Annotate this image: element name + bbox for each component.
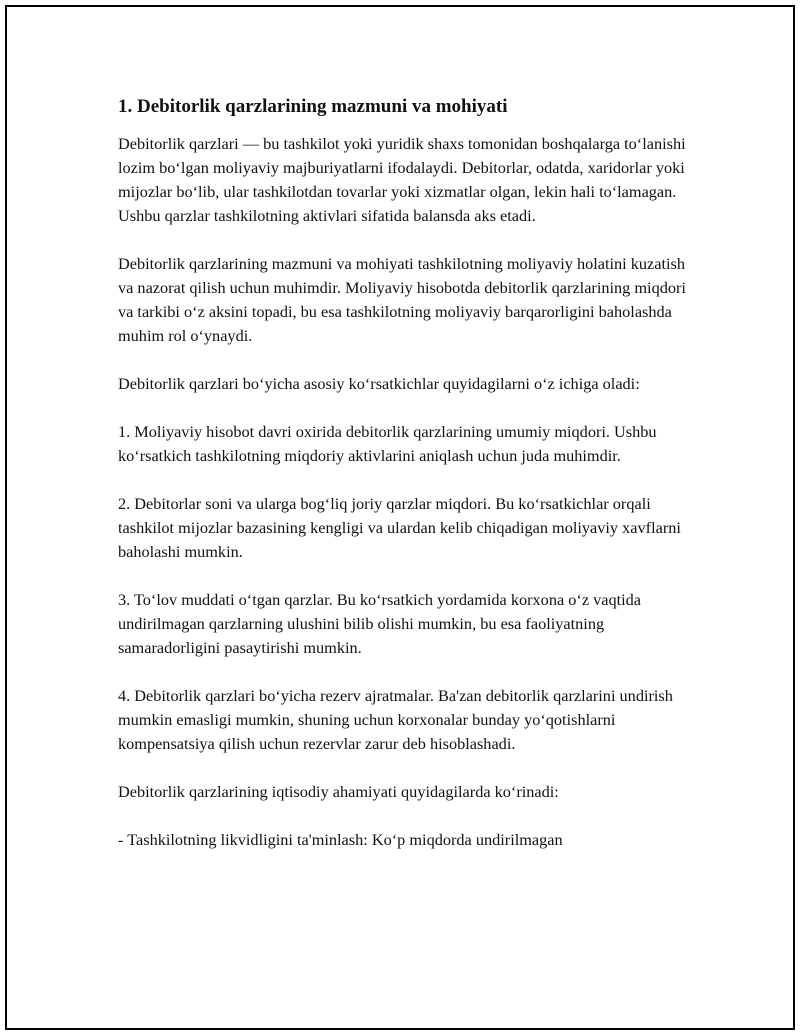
- paragraph-definition: Debitorlik qarzlari — bu tashkilot yoki yuridik shaxs tomonidan boshqalarga to‘lanishi lozim bo‘lgan moliyaviy majburiyatlarni ifodalaydi. Debitorlar, odatda, xaridorlar yoki mijozlar bo‘lib, ular tashkilotdan tovarlar yoki xizmatlar olgan, lekin hali to‘lamagan. Ushbu qarzlar tashkilotning aktivlari sifatida balansda aks etadi.: [118, 134, 686, 225]
- bullet-item-liquidity: - Tashkilotning likvidligini ta'minlash: Ko‘p miqdorda undirilmagan: [118, 830, 563, 849]
- paragraph-importance: Debitorlik qarzlarining mazmuni va mohiyati tashkilotning moliyaviy holatini kuzatish va nazorat qilish uchun muhimdir. Moliyaviy hisobotda debitorlik qarzlarining miqdori va tarkibi o‘z aksini topadi, bu esa tashkilotning moliyaviy barqarorligini baholashda muhim rol o‘ynaydi.: [118, 254, 686, 345]
- list-item-2: 2. Debitorlar soni va ularga bog‘liq joriy qarzlar miqdori. Bu ko‘rsatkichlar orqali tashkilot mijozlar bazasining kengligi va ulardan kelib chiqadigan moliyaviy xavflarni baholashi mumkin.: [118, 494, 681, 561]
- document-body: [118, 94, 693, 876]
- list-item-3: 3. To‘lov muddati o‘tgan qarzlar. Bu ko‘rsatkich yordamida korxona o‘z vaqtida undirilmagan qarzlarning ulushini bilib olishi mumkin, bu esa faoliyatning samaradorligini pasaytirishi mumkin.: [118, 590, 642, 657]
- list-item-4: 4. Debitorlik qarzlari bo‘yicha rezerv ajratmalar. Ba'zan debitorlik qarzlarini undirish mumkin emasligi mumkin, shuning uchun korxonalar bunday yo‘qotishlarni kompensatsiya qilish uchun rezervlar zarur deb hisoblashadi.: [118, 686, 673, 753]
- section-heading: 1. Debitorlik qarzlarining mazmuni va mohiyati: [118, 96, 508, 117]
- paragraph-indicators-intro: Debitorlik qarzlari bo‘yicha asosiy ko‘rsatkichlar quyidagilarni o‘z ichiga oladi:: [118, 374, 640, 393]
- list-item-1: 1. Moliyaviy hisobot davri oxirida debitorlik qarzlarining umumiy miqdori. Ushbu ko‘rsatkich tashkilotning miqdoriy aktivlarini aniqlash uchun juda muhimdir.: [118, 422, 657, 465]
- paragraph-economic-intro: Debitorlik qarzlarining iqtisodiy ahamiyati quyidagilarda ko‘rinadi:: [118, 782, 559, 801]
